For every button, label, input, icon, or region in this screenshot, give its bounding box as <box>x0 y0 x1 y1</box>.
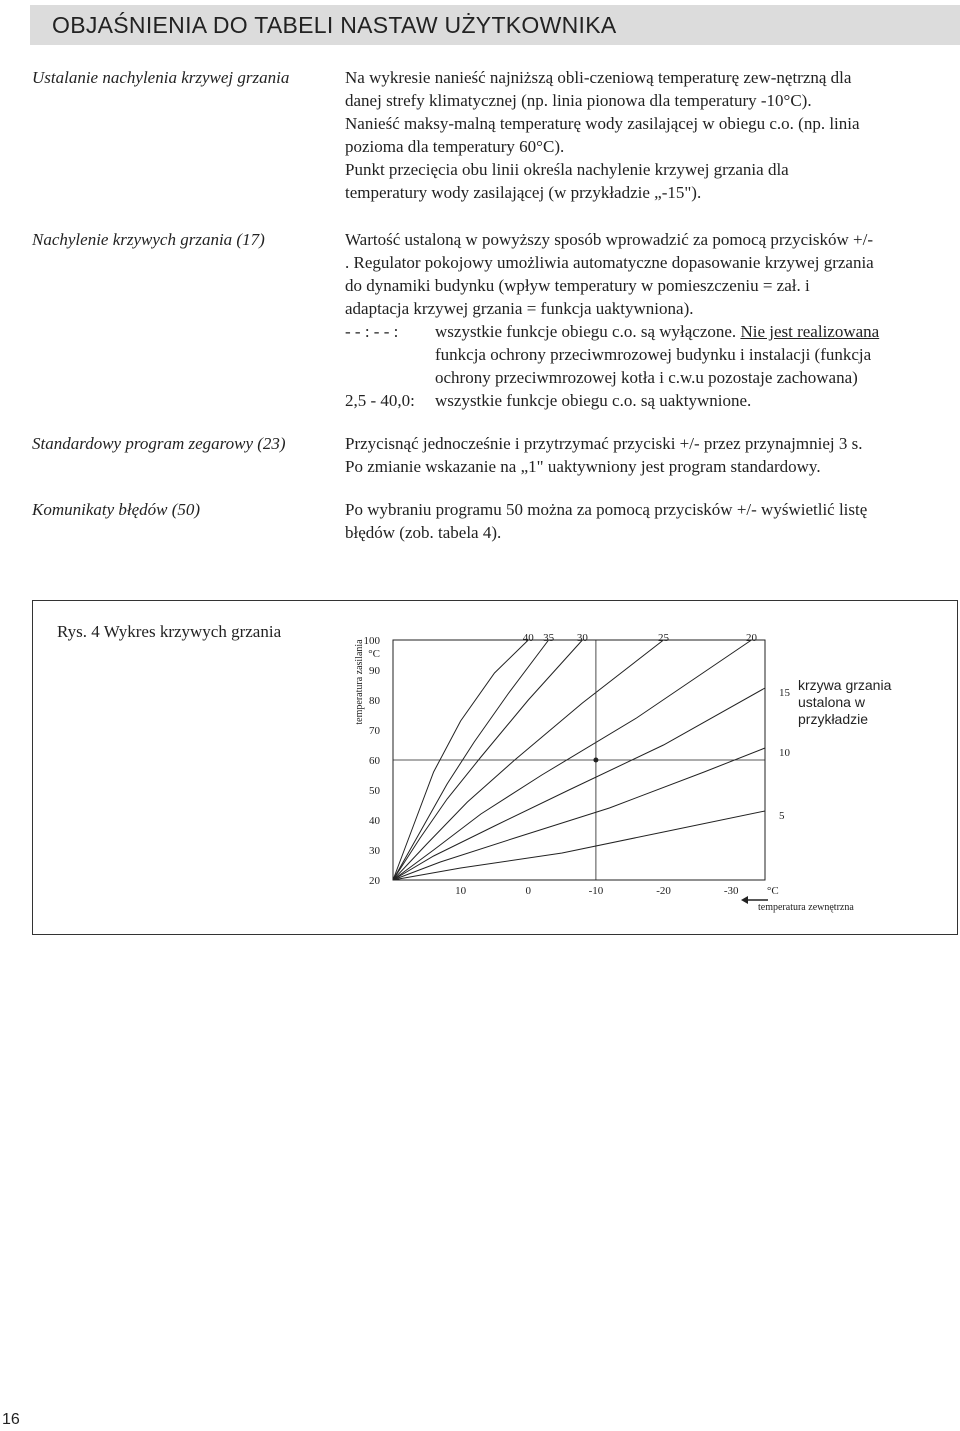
term-curve-slope: Nachylenie krzywych grzania (17) <box>32 230 265 249</box>
text-line: Po zmianie wskazanie na „1" uaktywniony jest program standardowy. <box>345 457 821 476</box>
heating-curve-10 <box>393 748 765 880</box>
curve-label-top: 40 <box>522 632 534 644</box>
y-axis-label: temperatura zasilania <box>354 639 365 725</box>
text-line: Na wykresie nanieść najniższą obli-czeniową temperaturę zew-nętrzną dla <box>345 68 852 87</box>
option-off-text-underlined: Nie jest realizowana <box>740 322 880 341</box>
desc-curve-slope <box>345 228 960 412</box>
text-line: błędów (zob. tabela 4). <box>345 523 502 542</box>
x-tick-label: -10 <box>588 885 604 897</box>
option-off-cont <box>345 343 960 366</box>
text-line: pozioma dla temperatury 60°C). <box>345 137 565 156</box>
heating-curve-15 <box>393 688 765 880</box>
desc-slope-setting <box>345 66 960 204</box>
text-line: Po wybraniu programu 50 można za pomocą przycisków +/- wyświetlić listę <box>345 500 868 519</box>
text-line: Wartość ustaloną w powyższy sposób wprowadzić za pomocą przycisków +/- <box>345 230 873 249</box>
y-tick-label: 20 <box>369 875 380 887</box>
x-axis-label: temperatura zewnętrzna <box>758 902 854 913</box>
text-line: ochrony przeciwmrozowej kotła i c.w.u pozostaje zachowana) <box>435 368 858 387</box>
y-tick-label: 40 <box>369 815 380 827</box>
curve-label-top: 25 <box>658 632 670 644</box>
y-tick-label: 30 <box>369 845 380 857</box>
y-tick-label: 70 <box>369 725 380 737</box>
text-line: adaptacja krzywej grzania = funkcja uaktywniona). <box>345 299 694 318</box>
desc-standard-program <box>345 432 960 478</box>
example-intersection-point <box>593 758 598 763</box>
option-off-text-a: wszystkie funkcje obiegu c.o. są wyłączone. <box>435 322 741 341</box>
x-unit-label: °C <box>767 885 779 897</box>
y-tick-label: 60 <box>369 755 380 767</box>
x-tick-label: 0 <box>525 885 532 897</box>
heating-curve-chart <box>340 628 900 928</box>
y-tick-label: 100 <box>363 635 380 647</box>
curve-annotation: krzywa grzania <box>798 677 892 693</box>
curve-label-top: 20 <box>745 632 757 644</box>
text-line: Przycisnąć jednocześnie i przytrzymać przyciski +/- przez przynajmniej 3 s. <box>345 434 863 453</box>
text-line: danej strefy klimatycznej (np. linia pionowa dla temperatury -10°C). <box>345 91 812 110</box>
curve-label-top: 30 <box>576 632 588 644</box>
text-line: do dynamiki budynku (wpływ temperatury w pomieszczeniu = zał. i <box>345 276 810 295</box>
term-standard-program: Standardowy program zegarowy (23) <box>32 434 286 453</box>
text-line: Punkt przecięcia obu linii określa nachylenie krzywej grzania dla <box>345 160 789 179</box>
x-tick-label: -20 <box>656 885 671 897</box>
page-title: OBJAŚNIENIA DO TABELI NASTAW UŻYTKOWNIKA <box>52 12 617 38</box>
figure-caption: Rys. 4 Wykres krzywych grzania <box>57 622 282 641</box>
y-tick-label: 90 <box>369 665 380 677</box>
y-tick-label: 80 <box>369 695 380 707</box>
option-on-code: 2,5 - 40,0: <box>345 391 415 410</box>
option-off-text <box>435 320 960 343</box>
option-off <box>345 320 960 343</box>
curve-label-right: 5 <box>779 810 785 822</box>
option-on-text: wszystkie funkcje obiegu c.o. są uaktywnione. <box>435 391 752 410</box>
term-error-messages: Komunikaty błędów (50) <box>32 500 201 519</box>
desc-error-messages <box>345 498 960 544</box>
text-line: Nanieść maksy-malną temperaturę wody zasilającej w obiegu c.o. (np. linia <box>345 114 860 133</box>
term-slope-setting: Ustalanie nachylenia krzywej grzania <box>32 68 290 87</box>
text-line: temperatury wody zasilającej (w przykładzie „-15"). <box>345 183 702 202</box>
curve-annotation: ustalona w <box>798 694 865 710</box>
text-line: . Regulator pokojowy umożliwia automatyczne dopasowanie krzywej grzania <box>345 253 874 272</box>
curve-annotation: przykładzie <box>798 711 869 727</box>
curve-label-right: 15 <box>779 687 790 699</box>
y-tick-label: 50 <box>369 785 380 797</box>
text-line: funkcja ochrony przeciwmrozowej budynku i instalacji (funkcja <box>435 345 872 364</box>
page-number: 16 <box>2 1411 20 1428</box>
title-bar <box>30 5 960 45</box>
x-axis-arrow-head <box>741 896 748 904</box>
y-unit-label: °C <box>368 648 380 660</box>
curve-label-right: 10 <box>779 747 790 759</box>
option-on <box>345 389 960 412</box>
option-off-cont <box>345 366 960 389</box>
option-off-code: - - : - - : <box>345 322 399 341</box>
curve-label-top: 35 <box>543 632 555 644</box>
x-tick-label: -30 <box>723 885 739 897</box>
x-tick-label: 10 <box>455 885 467 897</box>
